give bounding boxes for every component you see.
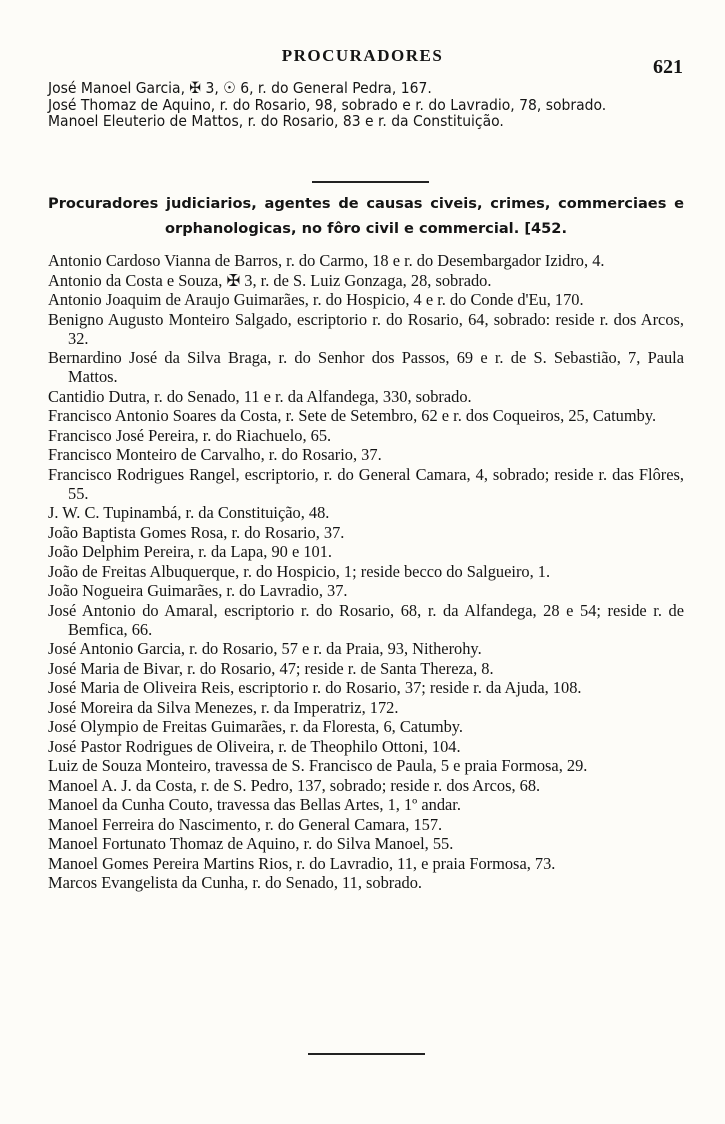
list-entry: Francisco Antonio Soares da Costa, r. Sete de Setembro, 62 e r. dos Coqueiros, 25, Catumby. (48, 406, 657, 425)
list-entry: Manoel A. J. da Costa, r. de S. Pedro, 137, sobrado; reside r. dos Arcos, 68. (48, 775, 541, 795)
list-entry: Cantidio Dutra, r. do Senado, 11 e r. da Alfandega, 330, sobrado. (48, 386, 472, 406)
list-entry: Bernardino José da Silva Braga, r. do Senhor dos Passos, 69 e r. de S. Sebastião, 7, Paula Mattos. (48, 348, 684, 386)
list-entry: João Delphim Pereira, r. da Lapa, 90 e 101. (48, 542, 333, 561)
list-entry: Benigno Augusto Monteiro Salgado, escriptorio r. do Rosario, 64, sobrado: reside r. dos Arcos, 32. (48, 309, 684, 348)
running-head: PROCURADORES (281, 46, 444, 65)
list-entry: Manoel Eleuterio de Mattos, r. do Rosario, 83 e r. da Constituição. (48, 112, 504, 130)
section-heading-line: orphanologicas, no fôro civil e commercial. [452. (164, 220, 567, 237)
list-entry: Manoel Ferreira do Nascimento, r. do General Camara, 157. (48, 814, 443, 834)
list-entry: Francisco Rodrigues Rangel, escriptorio, r. do General Camara, 4, sobrado; reside r. das Flôres, 55. (48, 464, 684, 503)
list-entry: Francisco Monteiro de Carvalho, r. do Rosario, 37. (48, 445, 382, 464)
page-number: 621 (653, 56, 683, 78)
list-entry: José Manoel Garcia, ✠ 3, ☉ 6, r. do General Pedra, 167. (48, 79, 432, 97)
list-entry: João de Freitas Albuquerque, r. do Hospicio, 1; reside becco do Salgueiro, 1. (48, 561, 551, 581)
continued-entries (48, 80, 684, 130)
list-entry: Marcos Evangelista da Cunha, r. do Senado, 11, sobrado. (48, 873, 423, 892)
list-entry: Manoel Fortunato Thomaz de Aquino, r. do Silva Manoel, 55. (48, 834, 454, 853)
list-entry: José Antonio Garcia, r. do Rosario, 57 e r. da Praia, 93, Nitherohy. (48, 639, 482, 658)
list-entry: Manoel da Cunha Couto, travessa das Bellas Artes, 1, 1º andar. (48, 795, 461, 814)
section-divider (312, 181, 429, 183)
list-entry: José Moreira da Silva Menezes, r. da Imperatriz, 172. (48, 697, 399, 717)
list-entry: José Thomaz de Aquino, r. do Rosario, 98, sobrado e r. do Lavradio, 78, sobrado. (48, 95, 607, 114)
list-entry: João Nogueira Guimarães, r. do Lavradio, 37. (48, 581, 348, 600)
list-entry: Francisco José Pereira, r. do Riachuelo, 65. (48, 425, 332, 445)
list-entry: J. W. C. Tupinambá, r. da Constituição, 48. (48, 503, 330, 522)
list-entry: José Maria de Oliveira Reis, escriptorio r. do Rosario, 37; reside r. da Ajuda, 108. (48, 678, 582, 697)
list-entry: José Pastor Rodrigues de Oliveira, r. de Theophilo Ottoni, 104. (48, 736, 461, 756)
section-heading (48, 191, 684, 241)
procurator-list (48, 251, 684, 893)
list-entry: Antonio Joaquim de Araujo Guimarães, r. do Hospicio, 4 e r. do Conde d'Eu, 170. (48, 290, 584, 309)
list-entry: José Olympio de Freitas Guimarães, r. da Floresta, 6, Catumby. (48, 717, 464, 736)
list-entry: João Baptista Gomes Rosa, r. do Rosario, 37. (48, 522, 345, 542)
list-entry: Antonio da Costa e Souza, ✠ 3, r. de S. Luiz Gonzaga, 28, sobrado. (48, 270, 492, 290)
list-entry: Luiz de Souza Monteiro, travessa de S. Francisco de Paula, 5 e praia Formosa, 29. (48, 756, 588, 775)
section-heading-line: Procuradores judiciarios, agentes de causas civeis, crimes, commerciaes e (48, 195, 684, 212)
list-entry: Antonio Cardoso Vianna de Barros, r. do Carmo, 18 e r. do Desembargador Izidro, 4. (48, 251, 605, 270)
list-entry: José Antonio do Amaral, escriptorio r. do Rosario, 68, r. da Alfandega, 28 e 54; reside r. de Bemfica, 66. (48, 600, 684, 639)
list-entry: José Maria de Bivar, r. do Rosario, 47; reside r. de Santa Thereza, 8. (48, 658, 494, 678)
list-entry: Manoel Gomes Pereira Martins Rios, r. do Lavradio, 11, e praia Formosa, 73. (48, 853, 556, 873)
closing-divider (308, 1053, 425, 1055)
